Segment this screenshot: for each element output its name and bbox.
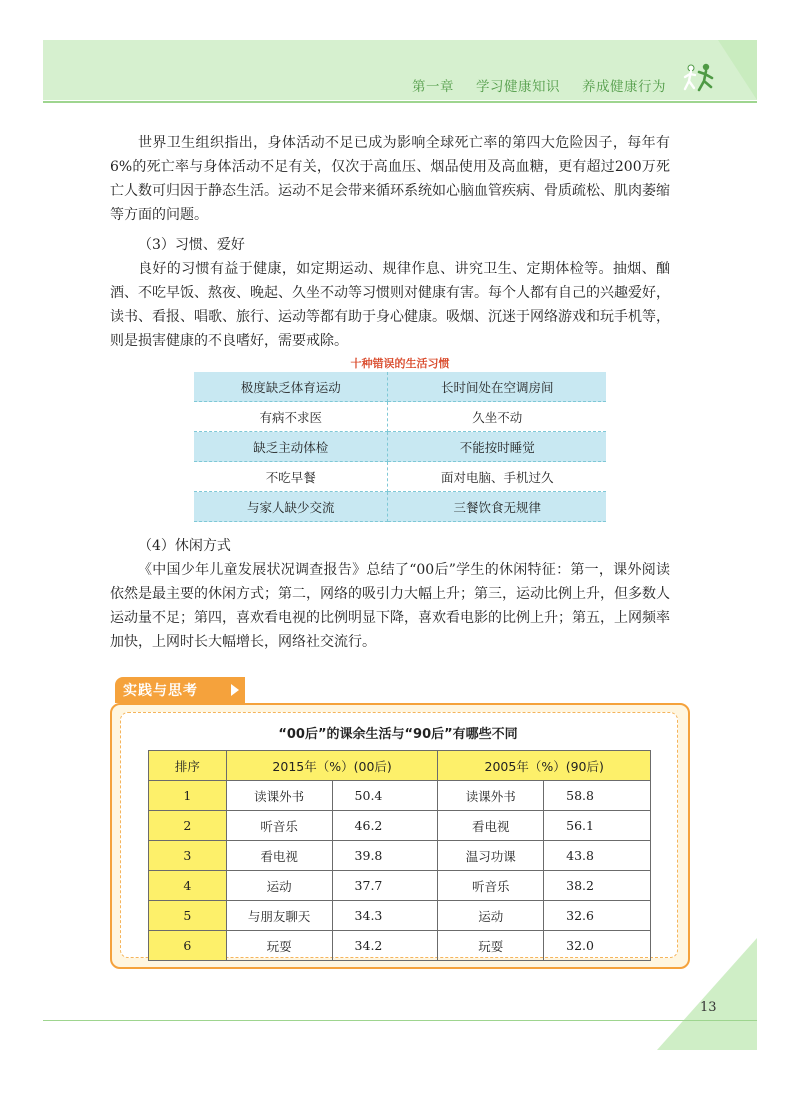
activity-2005-cell: 温习功课 <box>438 841 544 871</box>
column-header-2005: 2005年（%）(90后) <box>438 751 651 781</box>
activity-2015-cell: 玩耍 <box>226 931 332 961</box>
table-cell: 缺乏主动体检 <box>194 432 388 462</box>
percent-2015-cell: 46.2 <box>332 811 438 841</box>
percent-2015-cell: 34.3 <box>332 901 438 931</box>
page-number: 13 <box>700 1000 717 1015</box>
percent-2005-cell: 43.8 <box>544 841 651 871</box>
table-row <box>149 781 651 811</box>
table-row <box>194 462 606 492</box>
table-row <box>149 901 651 931</box>
runner-icon <box>682 62 718 96</box>
rank-cell: 2 <box>149 811 227 841</box>
table-row <box>194 402 606 432</box>
table-cell: 有病不求医 <box>194 402 388 432</box>
percent-2015-cell: 50.4 <box>332 781 438 811</box>
chapter-title-b: 养成健康行为 <box>582 79 666 95</box>
play-arrow-icon <box>231 684 239 696</box>
table-row <box>149 811 651 841</box>
activity-2015-cell: 看电视 <box>226 841 332 871</box>
column-header-2015: 2015年（%）(00后) <box>226 751 438 781</box>
table-cell: 极度缺乏体育运动 <box>194 372 388 402</box>
rank-cell: 3 <box>149 841 227 871</box>
table-row <box>194 432 606 462</box>
table-cell: 不能按时睡觉 <box>388 432 606 462</box>
footer-corner-decoration <box>657 938 757 1050</box>
table-row <box>149 841 651 871</box>
table-cell: 不吃早餐 <box>194 462 388 492</box>
header-corner-decoration <box>718 40 757 100</box>
percent-2015-cell: 39.8 <box>332 841 438 871</box>
column-header-rank: 排序 <box>149 751 227 781</box>
table-cell: 面对电脑、手机过久 <box>388 462 606 492</box>
activity-2005-cell: 运动 <box>438 901 544 931</box>
table-row <box>194 492 606 522</box>
percent-2015-cell: 34.2 <box>332 931 438 961</box>
activity-2015-cell: 读课外书 <box>226 781 332 811</box>
activity-2005-cell: 听音乐 <box>438 871 544 901</box>
rank-cell: 4 <box>149 871 227 901</box>
section-leisure <box>110 534 670 654</box>
activity-2015-cell: 与朋友聊天 <box>226 901 332 931</box>
leisure-ranking-table <box>148 750 651 961</box>
table-cell: 长时间处在空调房间 <box>388 372 606 402</box>
habits-table <box>194 372 606 522</box>
section-habits <box>110 233 670 353</box>
table-cell: 久坐不动 <box>388 402 606 432</box>
table-cell: 与家人缺少交流 <box>194 492 388 522</box>
chapter-label: 第一章 <box>412 79 454 95</box>
intro-section <box>110 131 670 227</box>
activity-2005-cell: 读课外书 <box>438 781 544 811</box>
activity-2005-cell: 看电视 <box>438 811 544 841</box>
percent-2005-cell: 32.0 <box>544 931 651 961</box>
section-leisure-heading: （4）休闲方式 <box>138 538 231 554</box>
rank-cell: 6 <box>149 931 227 961</box>
chapter-title-a: 学习健康知识 <box>476 79 560 95</box>
header-divider <box>43 101 757 103</box>
paragraph-physical-activity: 世界卫生组织指出，身体活动不足已成为影响全球死亡率的第四大危险因子，每年有6%的死亡率与身体活动不足有关，仅次于高血压、烟品使用及高血糖，更有超过200万死亡人数可归因于静态生活。运动不足会带来循环系统如心脑血管疾病、骨质疏松、肌肉萎缩等方面的问题。 <box>110 135 670 223</box>
section-habits-heading: （3）习惯、爱好 <box>138 237 245 253</box>
percent-2005-cell: 56.1 <box>544 811 651 841</box>
rank-cell: 5 <box>149 901 227 931</box>
table-cell: 三餐饮食无规律 <box>388 492 606 522</box>
activity-2005-cell: 玩耍 <box>438 931 544 961</box>
practice-tab-label: 实践与思考 <box>123 683 198 699</box>
percent-2005-cell: 32.6 <box>544 901 651 931</box>
section-habits-paragraph: 良好的习惯有益于健康，如定期运动、规律作息、讲究卫生、定期体检等。抽烟、酗酒、不吃早饭、熬夜、晚起、久坐不动等习惯则对健康有害。每个人都有自己的兴趣爱好，读书、看报、唱歌、旅行、运动等都有助于身心健康。吸烟、沉迷于网络游戏和玩手机等，则是损害健康的不良嗜好，需要戒除。 <box>110 261 670 349</box>
section-leisure-paragraph: 《中国少年儿童发展状况调查报告》总结了“00后”学生的休闲特征：第一，课外阅读依然是最主要的休闲方式；第二，网络的吸引力大幅上升；第三，运动比例上升，但多数人运动量不足；第四，喜欢看电视的比例明显下降，喜欢看电影的比例上升；第五，上网频率加快，上网时长大幅增长，网络社交流行。 <box>110 562 670 650</box>
percent-2015-cell: 37.7 <box>332 871 438 901</box>
rank-cell: 1 <box>149 781 227 811</box>
activity-2015-cell: 听音乐 <box>226 811 332 841</box>
activity-2015-cell: 运动 <box>226 871 332 901</box>
percent-2005-cell: 58.8 <box>544 781 651 811</box>
running-header <box>412 75 688 95</box>
practice-title: “00后”的课余生活与“90后”有哪些不同 <box>278 727 518 742</box>
habits-table-title: 十种错误的生活习惯 <box>350 357 450 370</box>
percent-2005-cell: 38.2 <box>544 871 651 901</box>
table-row <box>149 931 651 961</box>
table-row <box>149 871 651 901</box>
table-header-row <box>149 751 651 781</box>
table-row <box>194 372 606 402</box>
footer-divider <box>43 1020 757 1021</box>
